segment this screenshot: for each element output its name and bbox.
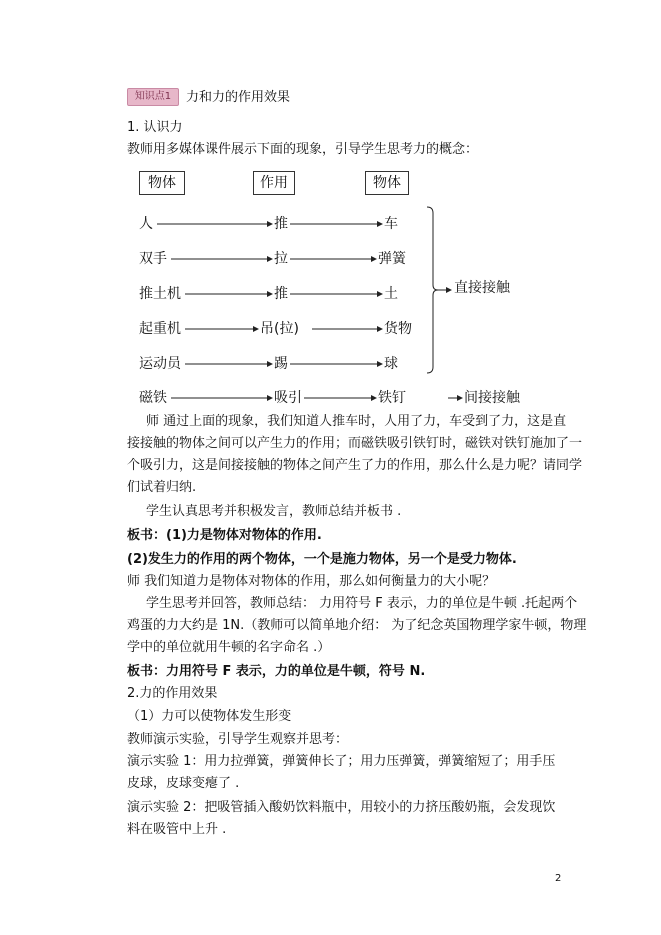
demo-intro: 教师演示实验，引导学生观察并思考：	[127, 732, 349, 747]
experiment-2-line: 料在吸管中上升 .	[127, 822, 227, 837]
indirect-contact-label: 间接接触	[464, 390, 520, 406]
diagram-action: 吊(拉)	[260, 321, 299, 337]
diagram-object: 弹簧	[378, 251, 406, 267]
diagram-action: 推	[274, 286, 288, 302]
diagram-subject: 运动员	[139, 356, 181, 372]
diagram-object: 货物	[384, 321, 412, 337]
diagram-action: 踢	[274, 356, 288, 372]
diagram-object: 球	[384, 356, 398, 372]
board-note-3: 板书：力用符号 F 表示，力的单位是牛顿，符号 N.	[127, 664, 426, 679]
diagram-subject: 推土机	[139, 286, 181, 302]
subsection-1-heading: 1. 认识力	[127, 120, 183, 135]
diagram-subject: 人	[139, 216, 153, 232]
subsection-2-item: （1）力可以使物体发生形变	[127, 709, 292, 724]
header-action: 作用	[253, 171, 295, 195]
magnet-action: 吸引	[274, 390, 302, 406]
teacher-question: 师 我们知道力是物体对物体的作用，那么如何衡量力的大小呢？	[127, 574, 496, 589]
header-object-2: 物体	[365, 171, 409, 195]
summary-paragraph-line: 学生思考并回答，教师总结： 力用符号 F 表示，力的单位是牛顿 .托起两个	[146, 596, 578, 611]
experiment-2-line: 演示实验 2：把吸管插入酸奶饮料瓶中，用较小的力挤压酸奶瓶，会发现饮	[127, 800, 556, 815]
diagram-subject: 起重机	[139, 321, 181, 337]
board-note-1: 板书：(1)力是物体对物体的作用.	[127, 528, 322, 543]
subsection-1-intro: 教师用多媒体课件展示下面的现象，引导学生思考力的概念：	[127, 142, 479, 157]
summary-paragraph-line: 学中的单位就用牛顿的名字命名 .）	[127, 640, 331, 655]
page-number: 2	[555, 873, 562, 884]
magnet-object: 铁钉	[378, 390, 406, 406]
teacher-paragraph-line: 接接触的物体之间可以产生力的作用；而磁铁吸引铁钉时，磁铁对铁钉施加了一	[127, 436, 583, 451]
summary-paragraph-line: 鸡蛋的力大约是 1N.（教师可以简单地介绍： 为了纪念英国物理学家牛顿，物理	[127, 618, 587, 633]
direct-contact-label: 直接接触	[454, 280, 510, 296]
section-title: 力和力的作用效果	[186, 90, 291, 105]
diagram-subject: 双手	[139, 251, 167, 267]
diagram-object: 土	[384, 286, 398, 302]
experiment-1-line: 演示实验 1：用力拉弹簧，弹簧伸长了；用力压弹簧，弹簧缩短了；用手压	[127, 754, 556, 769]
teacher-paragraph-line: 们试着归纳.	[127, 480, 197, 495]
student-paragraph: 学生认真思考并积极发言，教师总结并板书 .	[146, 504, 402, 519]
knowledge-point-tag: 知识点1	[127, 88, 179, 106]
experiment-1-line: 皮球，皮球变瘪了 .	[127, 776, 240, 791]
board-note-2: (2)发生力的作用的两个物体，一个是施力物体，另一个是受力物体.	[127, 552, 517, 567]
teacher-paragraph-line: 个吸引力，这是间接接触的物体之间产生了力的作用，那么什么是力呢？请同学	[127, 458, 583, 473]
diagram-action: 拉	[274, 251, 288, 267]
header-object-1: 物体	[139, 171, 185, 195]
subsection-2-heading: 2.力的作用效果	[127, 686, 218, 701]
teacher-paragraph-line: 师 通过上面的现象，我们知道人推车时，人用了力，车受到了力，这是直	[146, 414, 567, 429]
diagram-action: 推	[274, 216, 288, 232]
diagram-object: 车	[384, 216, 398, 232]
magnet-subject: 磁铁	[139, 390, 167, 406]
